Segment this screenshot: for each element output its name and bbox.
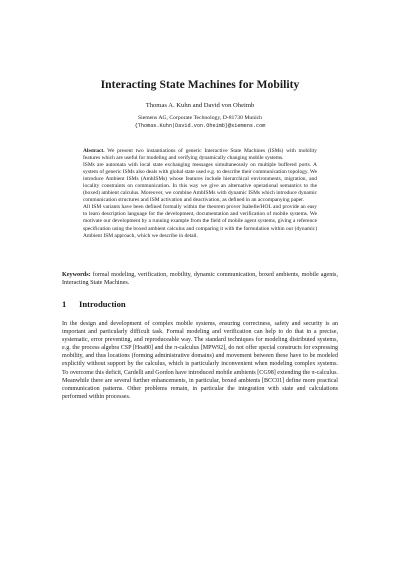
- abstract-label: Abstract.: [83, 148, 105, 154]
- abstract-paragraph-1: [83, 148, 317, 162]
- introduction-paragraph: In the design and development of complex mobile systems, ensuring correctness, safety and security is an important and particularly difficult task. Formal modeling and verification can help to do that in a precise, systematic, error preventing, and reproduceable way. The standard techniques for modeling distributed systems, e.g. the process algebra CSP [Hoa80] and the π-calculus [MPW92], do not offer special constructs for expressing mobility, and thus locations (forming administrative domains) and movement between these have to be modeled explicitly without support by the calculus, which is particularly inconvenient when modeling complex systems. To overcome this deficit, Cardelli and Gordon have introduced mobile ambients [CG98] extending the π-calculus. Meanwhile there are several further enhancements, in particular, boxed ambients [BCC01] define more practical communication patterns. Other problems remain, in particular the integration with state and calculations performed within processes.: [62, 321, 338, 400]
- keywords: [62, 271, 338, 287]
- affiliation-block: [40, 115, 360, 130]
- author-emails: {Thomas.Kuhn|David.von.Oheimb}@siemens.com: [134, 122, 266, 129]
- abstract-text-1: We present two instantiations of generic Interactive State Machines (ISMs) with mobility features which are useful for modeling and verifying dynamically changing mobile systems.: [83, 148, 317, 162]
- abstract: [83, 148, 317, 240]
- keywords-label: Keywords:: [62, 272, 91, 278]
- section-title: Introduction: [79, 299, 126, 309]
- abstract-paragraph-2: ISMs are automata with local state exchanging messages simultaneously on multiple buffered ports. A system of generic ISMs also deals with global state used e.g. to describe their communication topology. We introduce Ambient ISMs (AmbISMs) whose features include hierarchical environments, migration, and locality constraints on communication. In this way we give an alternative operational semantics to the (boxed) ambient calculus. Moreover, we combine AmbISMs with dynamic ISMs which introduce dynamic communication structures and ISM activation and deactivation, as defined in an accompanying paper.: [83, 162, 317, 204]
- section-number: 1: [62, 299, 67, 309]
- paper-authors: Thomas A. Kuhn and David von Oheimb: [145, 102, 255, 109]
- affiliation: Siemens AG, Corporate Technology, D-81730 Munich: [137, 115, 263, 121]
- paper-title: Interacting State Machines for Mobility: [100, 78, 300, 91]
- keywords-text: formal modeling, verification, mobility, dynamic communication, boxed ambients, mobile agents, Interacting State Machines.: [62, 272, 338, 287]
- section-heading: [62, 299, 126, 310]
- abstract-paragraph-3: All ISM variants have been defined formally within the theorem prover Isabelle/HOL and provide an easy to learn description language for the development, documentation and verification of mobile systems. We motivate our development by a running example from the field of mobile agent systems, giving a reference specification using the boxed ambient calculus and comparing it with the formulation within our (dynamic) Ambient ISM approach, which we describe in detail.: [83, 204, 317, 239]
